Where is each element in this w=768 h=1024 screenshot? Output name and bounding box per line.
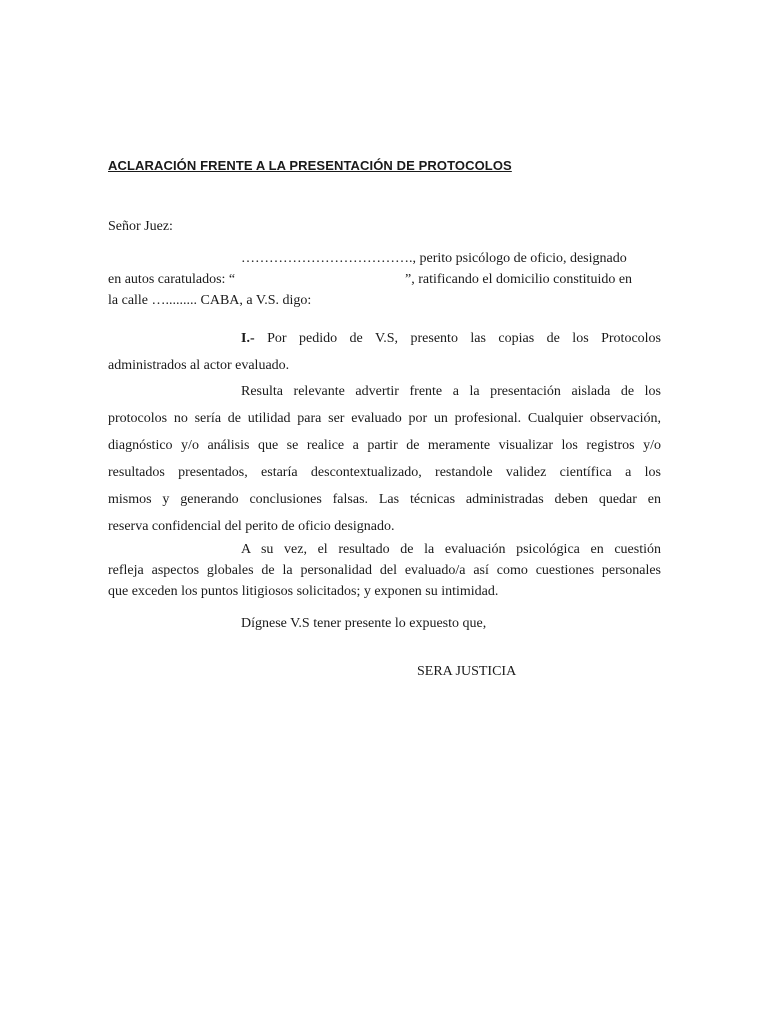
intro-line-1: ………………………………., perito psicólogo de oficio, designado	[241, 251, 627, 266]
paragraph-2-line-6: reserva confidencial del perito de oficio designado.	[108, 519, 395, 534]
paragraph-2	[108, 378, 661, 540]
point-1-marker: I.-	[241, 331, 255, 346]
paragraph-3-line-3: que exceden los puntos litigiosos solicitados; y exponen su intimidad.	[108, 584, 499, 599]
closing-line: Dígnese V.S tener presente lo expuesto que,	[241, 616, 487, 631]
point-1-line-2: administrados al actor evaluado.	[108, 358, 290, 373]
salutation: Señor Juez:	[108, 219, 173, 234]
paragraph-3	[108, 539, 661, 602]
intro-line-2b: ”, ratificando el domicilio constituido en	[405, 272, 633, 287]
intro-line-3: la calle …......... CABA, a V.S. digo:	[108, 293, 312, 308]
paragraph-2-line-2: protocolos no sería de utilidad para ser evaluado por un profesional. Cualquier observación,	[108, 411, 661, 426]
paragraph-2-line-5: mismos y generando conclusiones falsas. Las técnicas administradas deben quedar en	[108, 492, 661, 507]
point-1-paragraph	[108, 325, 661, 379]
document-title: ACLARACIÓN FRENTE A LA PRESENTACIÓN DE PROTOCOLOS	[108, 158, 512, 173]
signoff: SERA JUSTICIA	[417, 664, 517, 679]
paragraph-2-line-4: resultados presentados, estaría descontextualizado, restandole validez científica a los	[108, 465, 661, 480]
paragraph-2-line-1: Resulta relevante advertir frente a la presentación aislada de los	[241, 384, 661, 399]
intro-line-2a: en autos caratulados: “	[108, 272, 236, 287]
paragraph-3-line-2: refleja aspectos globales de la personalidad del evaluado/a así como cuestiones personales	[108, 563, 661, 578]
paragraph-2-line-3: diagnóstico y/o análisis que se realice a partir de meramente visualizar los registros y/o	[108, 438, 661, 453]
paragraph-3-line-1: A su vez, el resultado de la evaluación psicológica en cuestión	[241, 542, 661, 557]
point-1-text: Por pedido de V.S, presento las copias de los Protocolos	[254, 331, 661, 346]
point-1-line-1	[108, 325, 661, 352]
